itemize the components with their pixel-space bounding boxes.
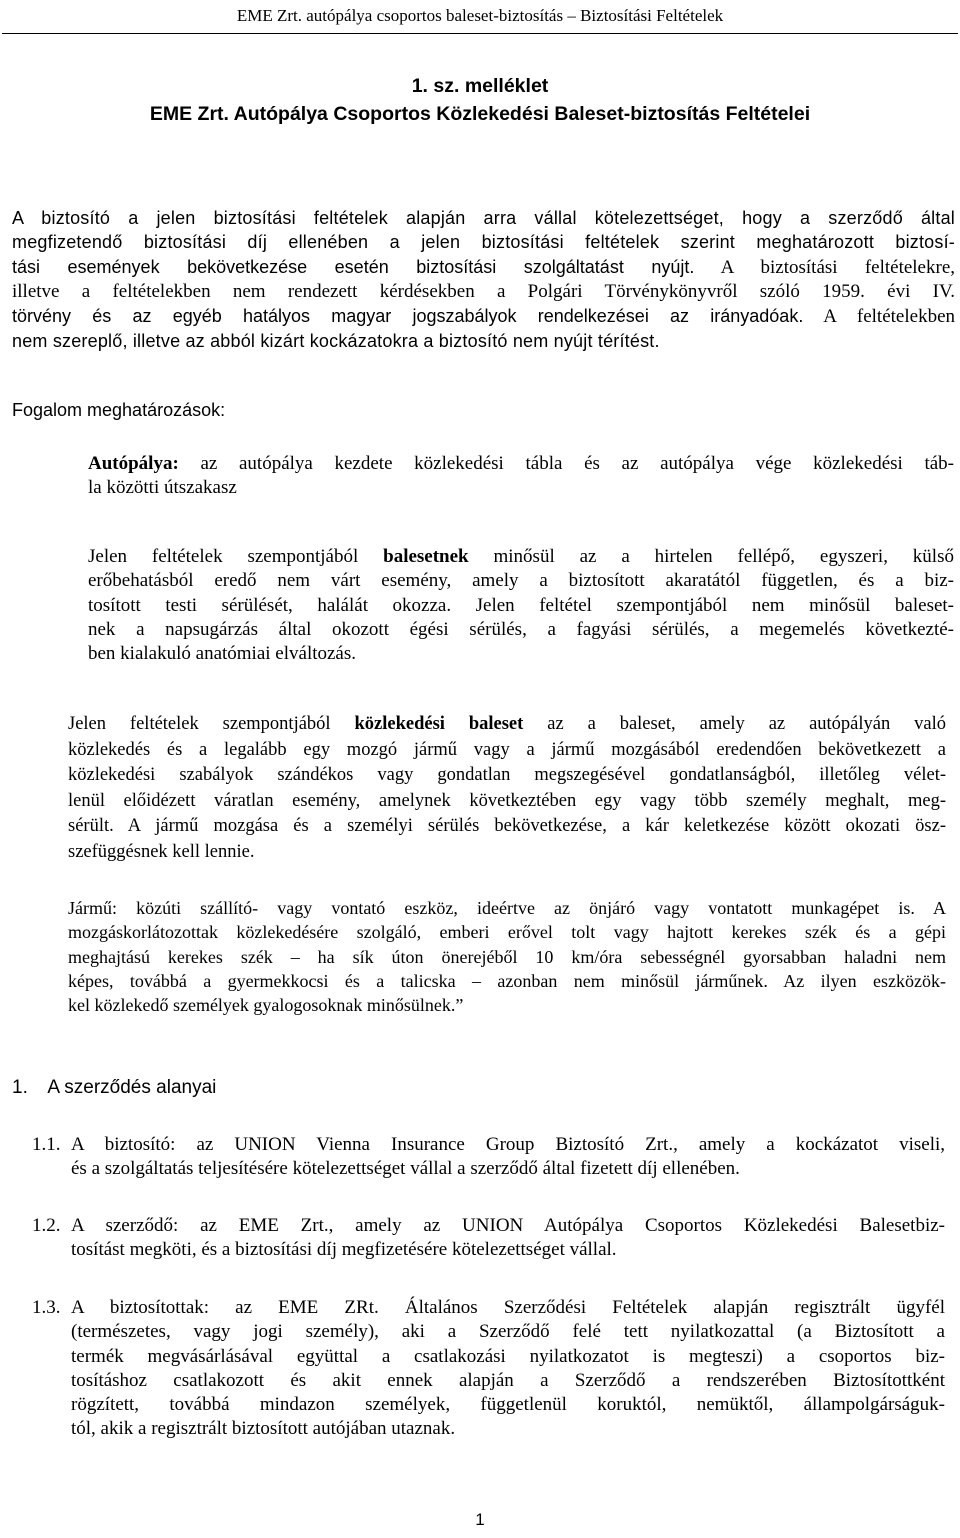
item-number: 1.1. [32, 1134, 61, 1155]
definition-line: tosított testi sérülését, halálát okozza. Jelen feltétel szempontjából nem minősül baleset- [88, 594, 954, 616]
term-kozlekedesi-baleset: közlekedési baleset [354, 714, 524, 734]
intro-text: A biztosítási feltételekre, [720, 256, 956, 278]
definition-line: nek a napsugárzás által okozott égési sérülés, a fagyási sérülés, a megemelés következté- [88, 618, 954, 640]
definition-text: minősül az a hirtelen fellépő, egyszeri, külső [468, 546, 954, 567]
term-autopalya: Autópálya: [88, 453, 179, 474]
definition-baleset [88, 545, 954, 666]
definition-line: közlekedés és a legalább egy mozgó jármű vagy a jármű mozgásából eredendően bekövetkezett a [68, 739, 946, 760]
term-baleset: balesetnek [383, 546, 469, 567]
item-line: tosítást megköti, és a biztosítási díj megfizetésére kötelezettséget vállal. [71, 1239, 617, 1261]
definition-line: ben kialakuló anatómiai elváltozás. [88, 643, 357, 665]
intro-line [12, 304, 955, 329]
definition-line: meghajtású kerekes szék – ha sík úton önerejéből 10 km/óra sebességnél gyorsabban haladni nem [68, 946, 946, 967]
running-header: EME Zrt. autópálya csoportos baleset-biztosítás – Biztosítási Feltételek [236, 6, 724, 25]
intro-line: illetve a feltételekben nem rendezett kérdésekben a Polgári Törvénykönyvről szóló 1959. évi IV. [12, 280, 955, 302]
item-line: (természetes, vagy jogi személy), aki a Szerződő felé tett nyilatkozattal (a Biztosított a [71, 1321, 945, 1343]
definition-line [68, 712, 946, 738]
item-number: 1.3. [32, 1297, 61, 1318]
item-number: 1.2. [32, 1215, 61, 1236]
definitions-heading: Fogalom meghatározások: [12, 400, 226, 420]
intro-text: A feltételekben [823, 306, 955, 328]
definition-autopalya [88, 452, 954, 501]
intro-line: megfizetendő biztosítási díj ellenében a jelen biztosítási feltételek szerint meghatározott biztosí- [12, 232, 955, 253]
item-1-2 [71, 1214, 945, 1263]
definition-line [88, 545, 954, 569]
definition-line [88, 452, 954, 476]
header-divider [2, 33, 958, 34]
definition-text: az a baleset, amely az autópályán való [523, 714, 946, 734]
definition-line: lenül előidézett váratlan esemény, amelynek következtében egy vagy több személy meghalt, meg- [68, 790, 946, 811]
item-line: tól, akik a regisztrált biztosított autójában utaznak. [71, 1418, 456, 1440]
definition-text: Jelen feltételek szempontjából [88, 546, 384, 567]
section-title: A szerződés alanyai [47, 1077, 217, 1098]
item-1-1 [71, 1133, 945, 1182]
item-line: rögzített, továbbá mindazon személyek, függetlenül koruktól, nemüktől, állampolgárságuk- [71, 1394, 945, 1416]
definition-line: la közötti útszakasz [88, 477, 237, 499]
main-title: EME Zrt. Autópálya Csoportos Közlekedési Baleset-biztosítás Feltételei [149, 103, 811, 125]
item-line: A biztosító: az UNION Vienna Insurance Group Biztosító Zrt., amely a kockázatot viseli, [71, 1134, 945, 1155]
item-line: tosításhoz csatlakozott és akit ennek alapján a Szerződő a rendszerében Biztosítottként [71, 1369, 945, 1391]
definition-text: az autópálya kezdete közlekedési tábla és az autópálya vége közlekedési táb- [178, 453, 954, 474]
intro-line: A biztosító a jelen biztosítási feltételek alapján arra vállal kötelezettséget, hogy a szerződő által [12, 208, 955, 228]
definition-jarmu [68, 896, 946, 1017]
page-number: 1 [475, 1510, 485, 1529]
item-line: és a szolgáltatás teljesítésére kötelezettséget vállal a szerződő által fizetett díj ellenében. [71, 1158, 740, 1180]
intro-text: törvény és az egyéb hatályos magyar jogszabályok rendelkezései az irányadóak. [12, 306, 804, 327]
item-line: termék megvásárlásával együttal a csatlakozási nyilatkozatot is megteszi) a csoportos biz- [71, 1345, 945, 1367]
intro-paragraph [12, 206, 955, 354]
intro-text: tási események bekövetkezése esetén biztosítási szolgáltatást nyújt. [12, 256, 695, 277]
item-line: A szerződő: az EME Zrt., amely az UNION Autópálya Csoportos Közlekedési Balesetbiz- [71, 1215, 945, 1236]
definition-line: sérült. A jármű mozgása és a személyi sérülés bekövetkezése, a kár keletkezése között okozati ösz- [68, 816, 946, 836]
definition-kozlekedesi-baleset [68, 712, 946, 865]
intro-line [12, 255, 955, 280]
section-heading [12, 1077, 216, 1099]
section-number: 1. [12, 1077, 28, 1098]
definition-line: mozgáskorlátozottak közlekedésére szolgáló, emberi erővel tolt vagy hajtott kerekes szék és a gépi [68, 922, 946, 943]
item-1-3 [71, 1296, 945, 1442]
intro-line: nem szereplő, illetve az abból kizárt kockázatokra a biztosító nem nyújt térítést. [12, 331, 660, 352]
definition-line: kel közlekedő személyek gyalogosoknak minősülnek.” [68, 995, 464, 1016]
definition-line: Jármű: közúti szállító- vagy vontató eszköz, ideértve az önjáró vagy vontatott munkagépet is. A [68, 898, 946, 918]
definition-line: szefüggésnek kell lennie. [68, 841, 255, 862]
definition-line: közlekedési szabályok szándékos vagy gondatlan megszegésével gondatlanságból, illetőleg vélet- [68, 765, 946, 785]
item-line: A biztosítottak: az EME ZRt. Általános Szerződési Feltételek alapján regisztrált ügyfél [71, 1297, 945, 1318]
document-title [0, 72, 960, 128]
definition-line: erőbehatásból eredő nem várt esemény, amely a biztosított akaratától független, és a biz- [88, 570, 954, 592]
definition-text: Jelen feltételek szempontjából [68, 714, 355, 734]
definition-line: képes, továbbá a gyermekkocsi és a talicska – azonban nem minősül járműnek. Az ilyen eszközök- [68, 970, 946, 991]
annex-label: 1. sz. melléklet [411, 75, 549, 97]
